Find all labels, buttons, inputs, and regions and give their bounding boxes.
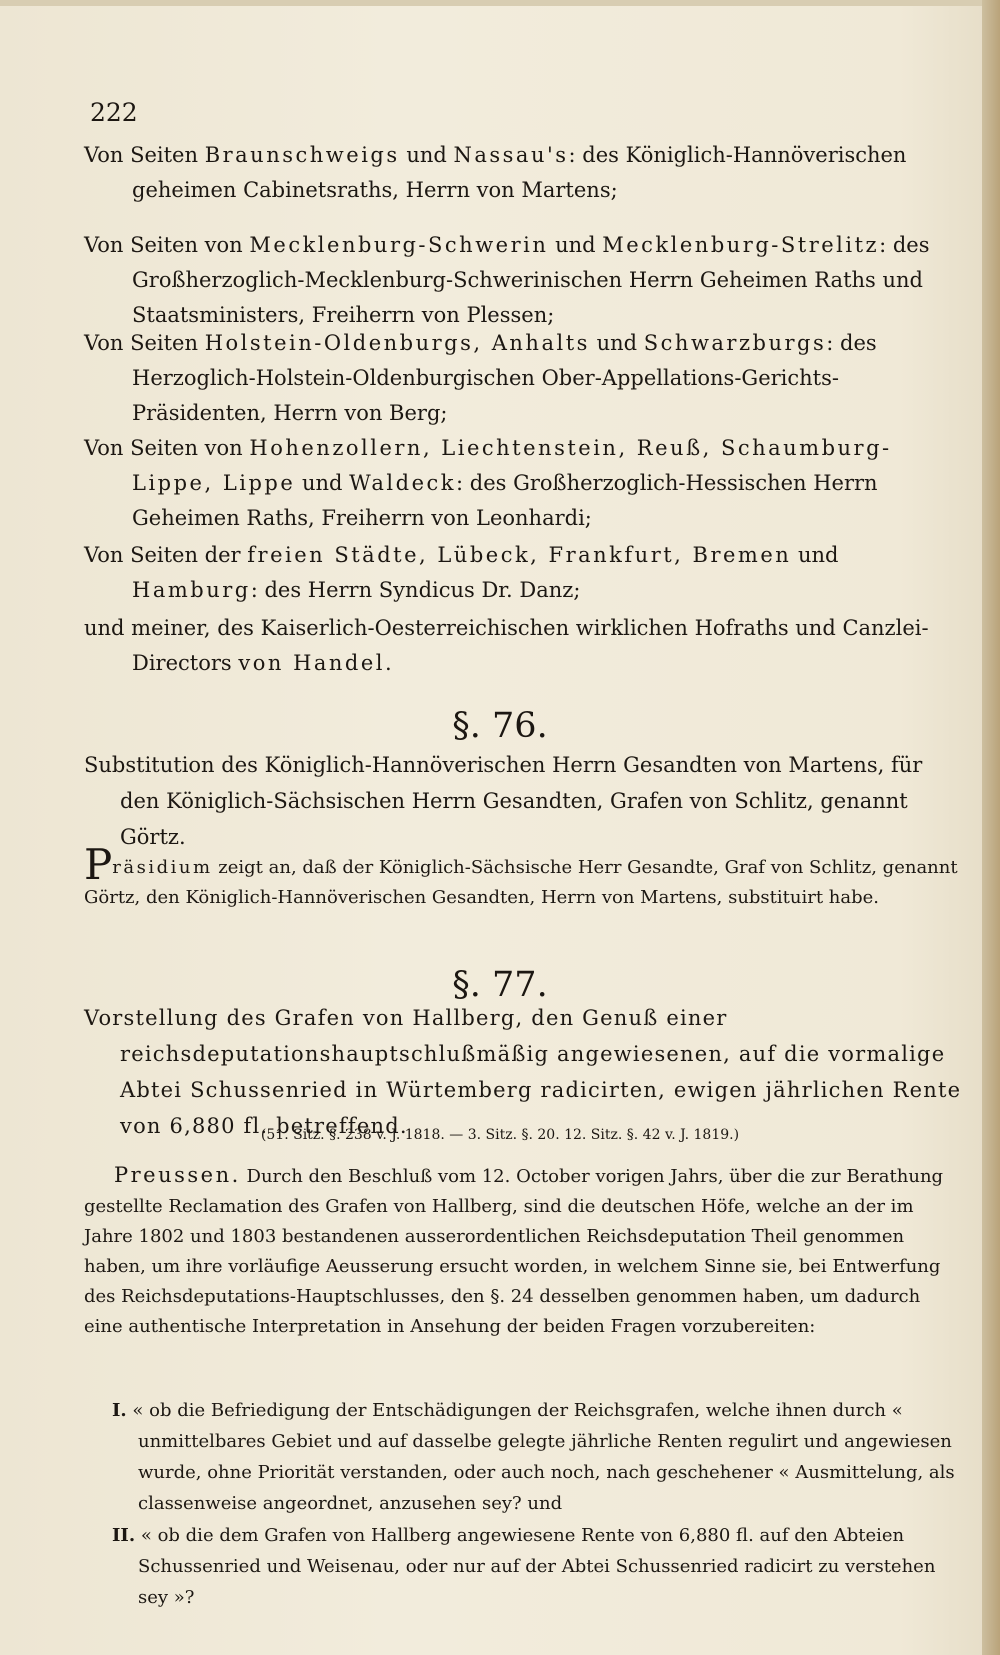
- delegate-paragraph: Von Seiten von Hohenzollern, Liechtenstein, Reuß, Schaumburg-Lippe, Lippe und Waldeck: des Großherzoglich-Hessischen Herrn Geheimen Raths, Freiherrn von Leonhardi;: [84, 436, 892, 530]
- section-76-heading: §. 76.: [452, 706, 548, 746]
- delegate-paragraph: Von Seiten von Mecklenburg-Schwerin und Mecklenburg-Strelitz: des Großherzoglich-Mecklenburg-Schwerinischen Herrn Geheimen Raths und Staatsministers, Freiherrn von Plessen;: [84, 233, 930, 327]
- page-right-edge: [982, 0, 1000, 1655]
- question-item: II. « ob die dem Grafen von Hallberg angewiesene Rente von 6,880 fl. auf den Abteien Schussenried und Weisenau, oder nur auf der Abtei Schussenried radicirt zu verstehen sey »?: [112, 1525, 936, 1608]
- question-item: I. « ob die Befriedigung der Entschädigungen der Reichsgrafen, welche ihnen durch « unmittelbares Gebiet und auf dasselbe gelegte jährliche Renten regulirt und angewiesen wurde, ohne Priorität verstanden, oder auch noch, nach geschehener « Ausmittelung, als classenweise angeordnet, anzusehen sey? und: [112, 1400, 955, 1514]
- page-top-edge: [0, 0, 1000, 6]
- section-77-references: (51. Sitz. §. 238 v. J. 1818. — 3. Sitz. §. 20. 12. Sitz. §. 42 v. J. 1819.): [260, 1127, 740, 1143]
- delegate-paragraph: und meiner, des Kaiserlich-Oesterreichischen wirklichen Hofraths und Canzlei-Directors von Handel.: [84, 616, 929, 675]
- section-77-description: Vorstellung des Grafen von Hallberg, den Genuß einer reichsdeputationshauptschlußmäßig angewiesenen, auf die vormalige Abtei Schussenried in Würtemberg radicirten, ewigen jährlichen Rente von 6,880 fl. betreffend.: [84, 1006, 962, 1138]
- delegate-paragraph: Von Seiten der freien Städte, Lübeck, Frankfurt, Bremen und Hamburg: des Herrn Syndicus Dr. Danz;: [84, 543, 839, 602]
- delegate-paragraph: Von Seiten Holstein-Oldenburgs, Anhalts und Schwarzburgs: des Herzoglich-Holstein-Oldenburgischen Ober-Appellations-Gerichts-Präsidenten, Herrn von Berg;: [84, 331, 877, 425]
- section-76-description: Substitution des Königlich-Hannöverischen Herrn Gesandten von Martens, für den Königlich-Sächsischen Herrn Gesandten, Grafen von Schlitz, genannt Görtz.: [84, 753, 923, 849]
- section-77-body: Preussen. Durch den Beschluß vom 12. October vorigen Jahrs, über die zur Berathung gestellte Reclamation des Grafen von Hallberg, sind die deutschen Höfe, welche an der im Jahre 1802 und 1803 bestandenen ausserordentlichen Reichsdeputation Theil genommen haben, um ihre vorläufige Aeusserung ersucht worden, in welchem Sinne sie, bei Entwerfung des Reichsdeputations-Hauptschlusses, den §. 24 desselben genommen haben, um dadurch eine authentische Interpretation in Ansehung der beiden Fragen vorzubereiten:: [84, 1163, 944, 1337]
- delegate-paragraph: Von Seiten Braunschweigs und Nassau's: des Königlich-Hannöverischen geheimen Cabinetsraths, Herrn von Martens;: [84, 143, 907, 202]
- section-76-body: Präsidium zeigt an, daß der Königlich-Sächsische Herr Gesandte, Graf von Schlitz, genannt Görtz, den Königlich-Hannöverischen Gesandten, Herrn von Martens, substituirt habe.: [84, 840, 958, 908]
- page-number: 222: [90, 98, 138, 127]
- section-77-heading: §. 77.: [452, 965, 548, 1005]
